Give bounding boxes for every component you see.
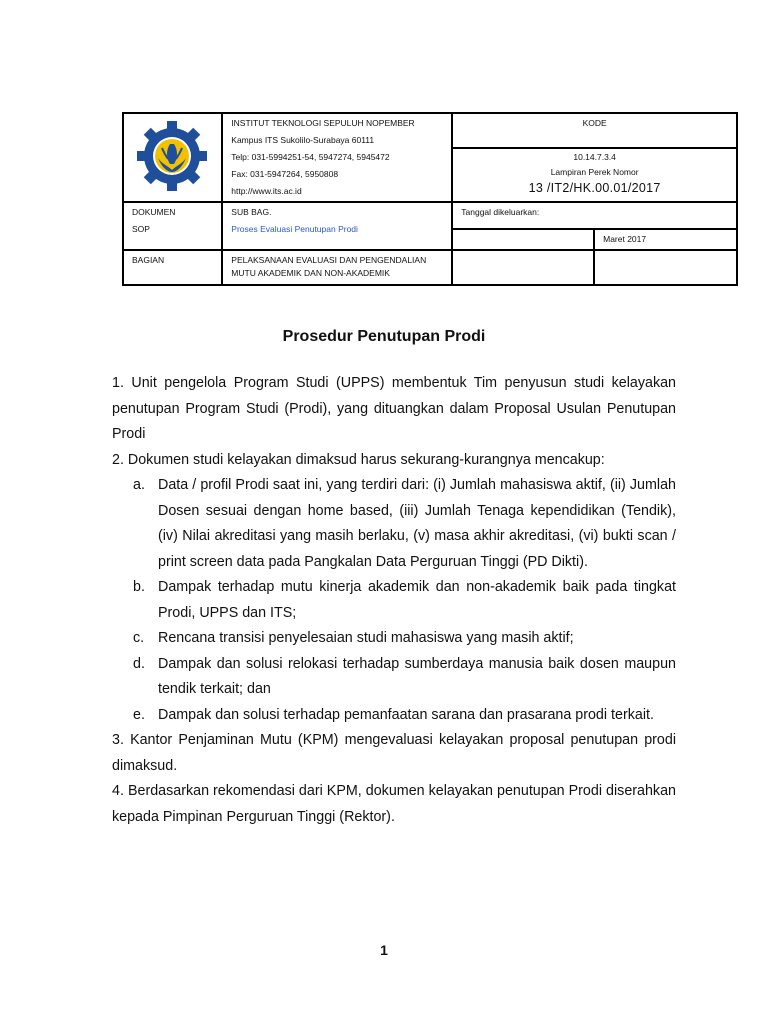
list-item — [112, 626, 676, 652]
list-item — [112, 652, 676, 703]
institution-phone: Telp: 031-5994251-54, 5947274, 5945472 — [231, 152, 390, 162]
kode-value-cell — [452, 148, 737, 202]
its-logo-icon — [132, 117, 212, 195]
institution-info-cell — [222, 113, 452, 202]
sub-item-list — [112, 473, 676, 728]
list-item-text: Dampak dan solusi relokasi terhadap sumberdaya manusia baik dosen maupun tendik terkait; dan — [158, 655, 676, 697]
procedure-item-1: 1. Unit pengelola Program Studi (UPPS) membentuk Tim penyusun studi kelayakan penutupan Program Studi (Prodi), yang dituangkan dalam Proposal Usulan Penutupan Prodi — [112, 375, 676, 442]
dokumen-label: DOKUMEN — [132, 207, 176, 217]
institution-name: INSTITUT TEKNOLOGI SEPULUH NOPEMBER — [231, 118, 415, 128]
logo-cell — [123, 113, 222, 202]
lampiran-label: Lampiran Perek Nomor — [550, 166, 639, 177]
page-number: 1 — [380, 942, 388, 958]
institution-address: Kampus ITS Sukolilo-Surabaya 60111 — [231, 135, 375, 145]
kode-label: KODE — [582, 118, 607, 128]
subbag-cell — [222, 202, 452, 250]
subbag-value: Proses Evaluasi Penutupan Prodi — [231, 224, 358, 234]
list-item-text: Dampak terhadap mutu kinerja akademik dan non-akademik baik pada tingkat Prodi, UPPS dan ITS; — [158, 579, 676, 621]
list-marker: a. — [133, 477, 145, 493]
tanggal-value-cell — [594, 229, 737, 250]
procedure-item-2: 2. Dokumen studi kelayakan dimaksud harus sekurang-kurangnya mencakup: — [112, 451, 605, 468]
bagian-label-cell — [123, 250, 222, 285]
procedure-item-3: 3. Kantor Penjaminan Mutu (KPM) mengevaluasi kelayakan proposal penutupan prodi dimaksud. — [112, 732, 676, 774]
tanggal-empty-cell — [452, 229, 594, 250]
list-item-text: Dampak dan solusi terhadap pemanfaatan sarana dan prasarana prodi terkait. — [158, 706, 654, 723]
list-marker: b. — [133, 579, 145, 595]
subbag-label: SUB BAG. — [231, 207, 272, 217]
kode-value: 10.14.7.3.4 — [573, 151, 616, 162]
tanggal-value: Maret 2017 — [603, 234, 647, 244]
list-item-text: Data / profil Prodi saat ini, yang terdiri dari: (i) Jumlah mahasiswa aktif, (ii) Jumlah Dosen sesuai dengan home based, (iii) Jumlah Tenaga kependidikan (Tendik), (iv) Nilai akreditasi yang masih berlaku, (v) masa akhir akreditasi, (vi) bukti scan / print screen data pada Pangkalan Data Perguruan Tinggi (PD Dikti). — [158, 477, 676, 570]
list-item — [112, 575, 676, 626]
bagian-value-line-2: MUTU AKADEMIK DAN NON-AKADEMIK — [231, 268, 390, 278]
bagian-empty-cell-1 — [452, 250, 594, 285]
tanggal-label-cell — [452, 202, 737, 229]
kode-label-cell — [452, 113, 737, 148]
document-header-table — [122, 112, 738, 286]
institution-website: http://www.its.ac.id — [231, 186, 302, 196]
dokumen-value: SOP — [132, 224, 150, 234]
dokumen-cell — [123, 202, 222, 250]
bagian-label: BAGIAN — [132, 255, 165, 265]
list-marker: e. — [133, 706, 145, 723]
tanggal-label: Tanggal dikeluarkan: — [461, 207, 540, 217]
procedure-body — [112, 371, 676, 830]
document-title: Prosedur Penutupan Prodi — [282, 328, 486, 345]
list-item — [112, 473, 676, 575]
bagian-value-line-1: PELAKSANAAN EVALUASI DAN PENGENDALIAN — [231, 255, 427, 265]
list-item — [112, 703, 676, 729]
perek-nomor: 13 /IT2/HK.00.01/2017 — [528, 180, 661, 195]
list-marker: c. — [133, 630, 145, 646]
bagian-empty-cell-2 — [594, 250, 737, 285]
list-marker: d. — [133, 655, 145, 672]
list-item-text: Rencana transisi penyelesaian studi mahasiswa yang masih aktif; — [158, 630, 574, 646]
institution-fax: Fax: 031-5947264, 5950808 — [231, 169, 339, 179]
bagian-value-cell — [222, 250, 452, 285]
procedure-item-4: 4. Berdasarkan rekomendasi dari KPM, dokumen kelayakan penutupan Prodi diserahkan kepada Pimpinan Perguruan Tinggi (Rektor). — [112, 783, 676, 825]
